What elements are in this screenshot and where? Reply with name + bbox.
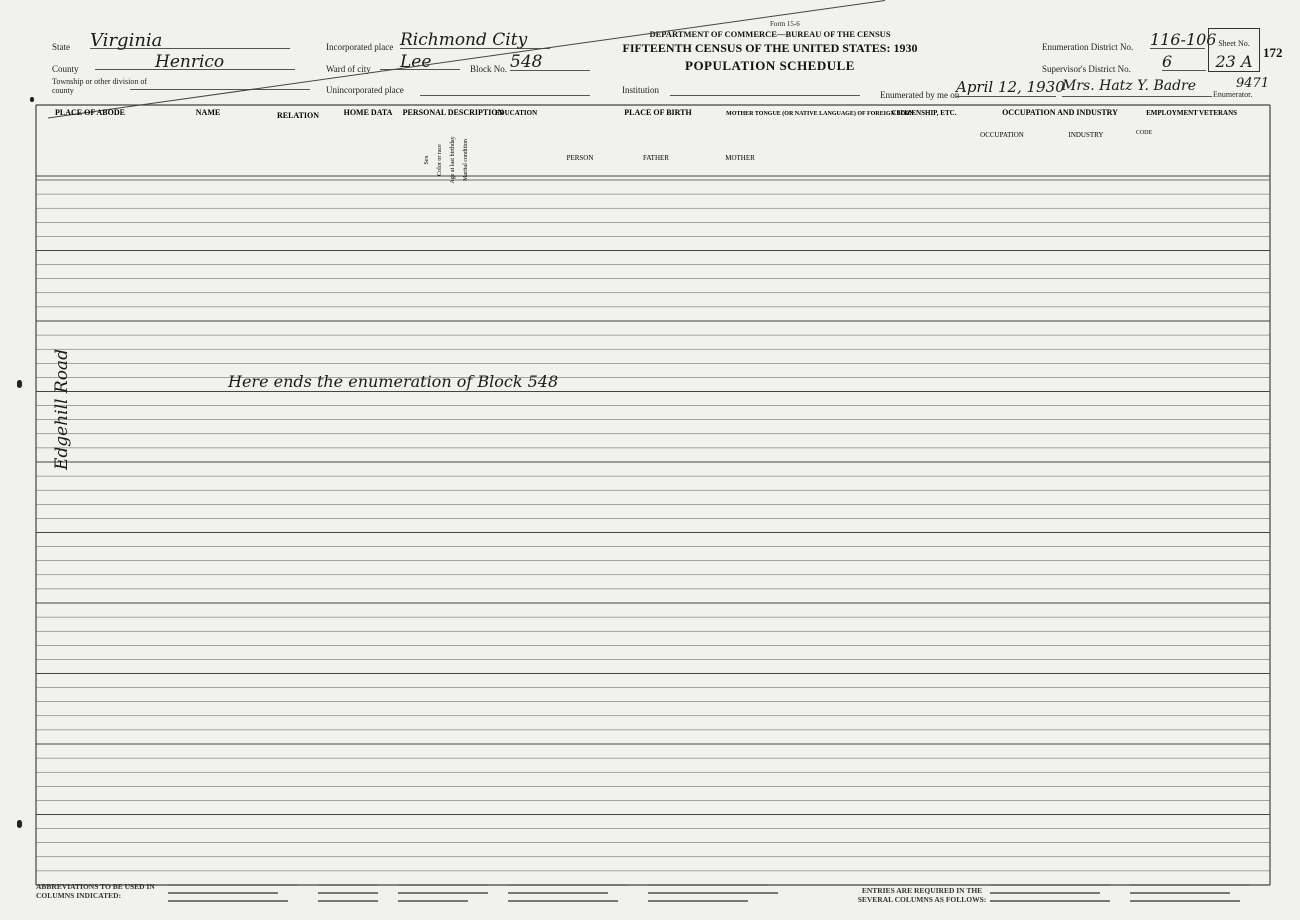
binding-hole [17,380,22,388]
head-marital: Marital condition [463,139,469,181]
group-citizen: CITIZENSHIP, ETC. [891,109,957,117]
block-label: Block No. [470,64,507,74]
group-tongue: MOTHER TONGUE (OR NATIVE LANGUAGE) OF FOREIGN BORN [726,111,914,117]
incorporated-label: Incorporated place [326,42,394,52]
census-title: FIFTEENTH CENSUS OF THE UNITED STATES: 1930 [622,41,918,55]
head-industry: INDUSTRY [1068,131,1104,139]
county-label: County [52,64,79,74]
enumerated-label: Enumerated by me on [880,90,960,100]
binding-hole [30,97,34,102]
schedule-title: POPULATION SCHEDULE [685,58,855,73]
group-abode: PLACE OF ABODE [55,108,125,117]
sheet-label: Sheet No. [1218,39,1250,48]
group-education: EDUCATION [494,109,538,117]
group-veterans: VETERANS [1198,109,1238,117]
group-employment: EMPLOYMENT [1146,109,1198,117]
entries-lines [990,880,1270,912]
enumerator-label: Enumerator. [1213,90,1253,99]
ward-label: Ward of city [326,64,371,74]
enumerated-date: April 12, 1930 [956,78,1065,96]
head-code: CODE [1135,130,1153,136]
ed-label: Enumeration District No. [1042,42,1134,52]
id-stamp: 9471 [1236,76,1270,91]
head-occupation: OCCUPATION [980,131,1024,139]
head-race: Color or race [437,144,443,176]
grid-line [48,1,885,119]
head-mother: MOTHER [725,154,755,162]
institution-label: Institution [622,85,660,95]
supervisor-label: Supervisor's District No. [1042,64,1131,74]
enumerator-name: Mrs. Hatz Y. Badre [1062,78,1212,97]
form-number: Form 15-6 [770,20,800,28]
entries-title: ENTRIES ARE REQUIRED IN THE SEVERAL COLUMNS AS FOLLOWS: [857,886,987,904]
group-birth: PLACE OF BIRTH [624,108,692,117]
ward-value: Lee [380,52,460,70]
ed-value: 116-106 [1150,30,1217,49]
department-title: DEPARTMENT OF COMMERCE—BUREAU OF THE CENSUS [649,29,891,39]
abbreviations-title: ABBREVIATIONS TO BE USED IN COLUMNS INDICATED: [36,882,155,900]
head-person: PERSON [566,154,594,162]
head-father: FATHER [643,154,669,162]
supervisor-value: 6 [1162,52,1206,71]
group-relation: RELATION [276,111,320,120]
block-value: 548 [510,52,590,71]
abbreviation-fineprint [168,880,848,912]
margin-note: Edgehill Road [52,349,72,470]
page-stamp: 172 [1263,45,1283,60]
fineprint-lines [168,880,848,912]
group-home: HOME DATA [343,108,393,117]
unincorporated-label: Unincorporated place [326,85,404,95]
group-name: NAME [195,108,221,117]
county-value: Henrico [95,52,295,70]
binding-hole [17,820,22,828]
state-label: State [52,42,70,52]
entries-fineprint [990,880,1270,912]
sheet-value: 23 A [1215,52,1253,71]
incorporated-value: Richmond City [400,30,550,49]
head-sex: Sex [424,155,430,165]
group-personal: PERSONAL DESCRIPTION [402,108,504,117]
state-value: Virginia [90,30,290,49]
township-label: Township or other division of county [52,77,147,95]
head-age: Age at last birthday [450,136,456,184]
group-occupation: OCCUPATION AND INDUSTRY [1002,108,1118,117]
end-note: Here ends the enumeration of Block 548 [228,372,559,391]
